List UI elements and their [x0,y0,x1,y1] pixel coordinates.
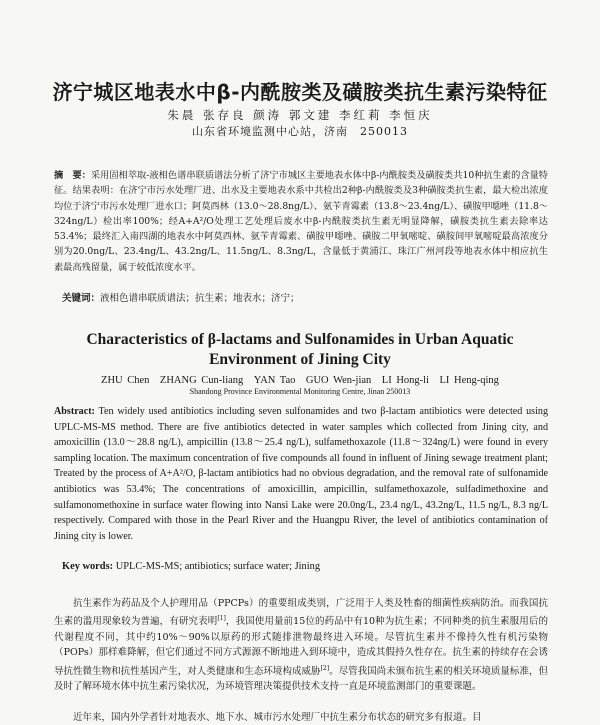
body-text-1a: 抗生素作为药品及个人护理用品（PPCPs）的重要组成类别，广泛用于人类及牲畜的细菌性疾病防治。而我国抗生素的滥用现象较为普遍，有研究表明 [54,598,548,628]
keywords-en-text: UPLC-MS-MS; antibiotics; surface water; Jining [115,561,321,572]
keywords-cn [62,292,548,306]
body-paragraph-1 [54,596,548,695]
authors-en: ZHU Chen ZHANG Cun-liang YAN Tao GUO Wen-jian LI Hong-li LI Heng-qing [101,375,499,386]
title-en-line1: Characteristics of β-lactams and Sulfonamides in Urban Aquatic [86,331,514,348]
keywords-cn-label: 关键词： [62,293,101,304]
title-en-line2: Environment of Jining City [209,351,391,368]
keywords-cn-text: 液相色谱串联质谱法；抗生素；地表水；济宁； [100,293,300,304]
affiliation-cn: 山东省环境监测中心站，济南 250013 [192,125,408,138]
abstract-en [54,404,548,544]
abstract-cn-label: 摘 要： [54,170,91,181]
body-text-1b: ，我国使用量前15位的药品中有10种为抗生素；不同种类的抗生素服用后的代谢程度不同，其中约10%～90%以原药的形式随排泄物最终进入环境。尽管抗生素并不像持久性有机污染物（POPs）那样难降解，但它们通过不同方式源源不断地进入到环境中，造成其假持久性存在。抗生素的持续存在会诱导抗性微生物和抗性基因产生，对人类健康和生态环境构成威胁 [54,616,548,677]
abstract-cn [54,168,548,275]
affiliation-en: Shandong Province Environmental Monitoring Centre, Jinan 250013 [189,387,411,396]
keywords-en-label: Key words: [62,561,114,572]
citation-2: [2] [320,664,330,672]
title-cn: 济宁城区地表水中β-内酰胺类及磺胺类抗生素污染特征 [52,80,548,104]
abstract-en-label: Abstract: [54,406,95,417]
abstract-en-text: Ten widely used antibiotics including seven sulfonamides and two β-lactam antibiotics were detected using UPLC-MS-MS method. There are five antibiotics detected in water samples which collected from Jining city, and amoxicillin (13.0～28.8 ng/L), ampicillin (13.8～25.4 ng/L), sulfamethoxazole (11.8～324ng/L) were found in every sampling location. The maximum concentration of five compounds all found in influent of Jining sewage treatment plant; Treated by the process of A+A²/O, β-lactam antibiotics had no obvious degradation, and the removal rate of sulfonamide antibiotics was 53.4%; The concentrations of amoxicillin, ampicillin, sulfamethoxazole, sulfadimethoxine and sulfamonomethoxine in surface water flowing into Nansi Lake were 20.0ng/L, 23.4 ng/L, 43.2ng/L, 11.5 ng/L, 8.3 ng/L respectively. Compared with those in the Pearl River and the Huangpu River, the level of antibiotics contamination of Jining city is lower. [54,406,548,542]
citation-1: [1] [217,615,226,623]
body-paragraph-2: 近年来，国内外学者针对地表水、地下水、城市污水处理厂中抗生素分布状态的研究多有报道。目 [73,712,482,723]
keywords-en [62,561,548,572]
body-text-1c: 。尽管我国尚未颁布抗生素的相关环境质量标准，但及时了解环境水体中抗生素污染状况，为环境管理决策提供技术支持一直是环境监测部门的重要课题。 [54,665,548,693]
title-en [0,330,600,370]
abstract-cn-text: 采用固相萃取-液相色谱串联质谱法分析了济宁市城区主要地表水体中β-内酰胺类及磺胺类共10种抗生素的含量特征。结果表明：在济宁市污水处理厂进、出水及主要地表水系中共检出2种β-内酰胺类及3种磺胺类抗生素，最大检出浓度均位于济宁市污水处理厂进水口；阿莫西林（13.0～28.8ng/L）、氨苄青霉素（13.8～23.4ng/L）、磺胺甲噁唑（11.8～324ng/L）检出率100%；经A+A²/O处理工艺处理后废水中β-内酰胺类抗生素无明显降解，磺胺类抗生素去除率达53.4%；最终汇入南四湖的地表水中阿莫西林、氨苄青霉素、磺胺甲噁唑、磺胺二甲氧嘧啶、磺胺间甲氧嘧啶最高浓度分别为20.0ng/L、23.4ng/L、43.2ng/L、11.5ng/L、8.3ng/L，含量低于黄浦江、珠江广州河段等地表水体中相应抗生素最高残留量，属于较低浓度水平。 [54,170,548,273]
authors-cn: 朱晨 张存良 颜涛 郭文建 李红莉 李恒庆 [167,108,433,122]
